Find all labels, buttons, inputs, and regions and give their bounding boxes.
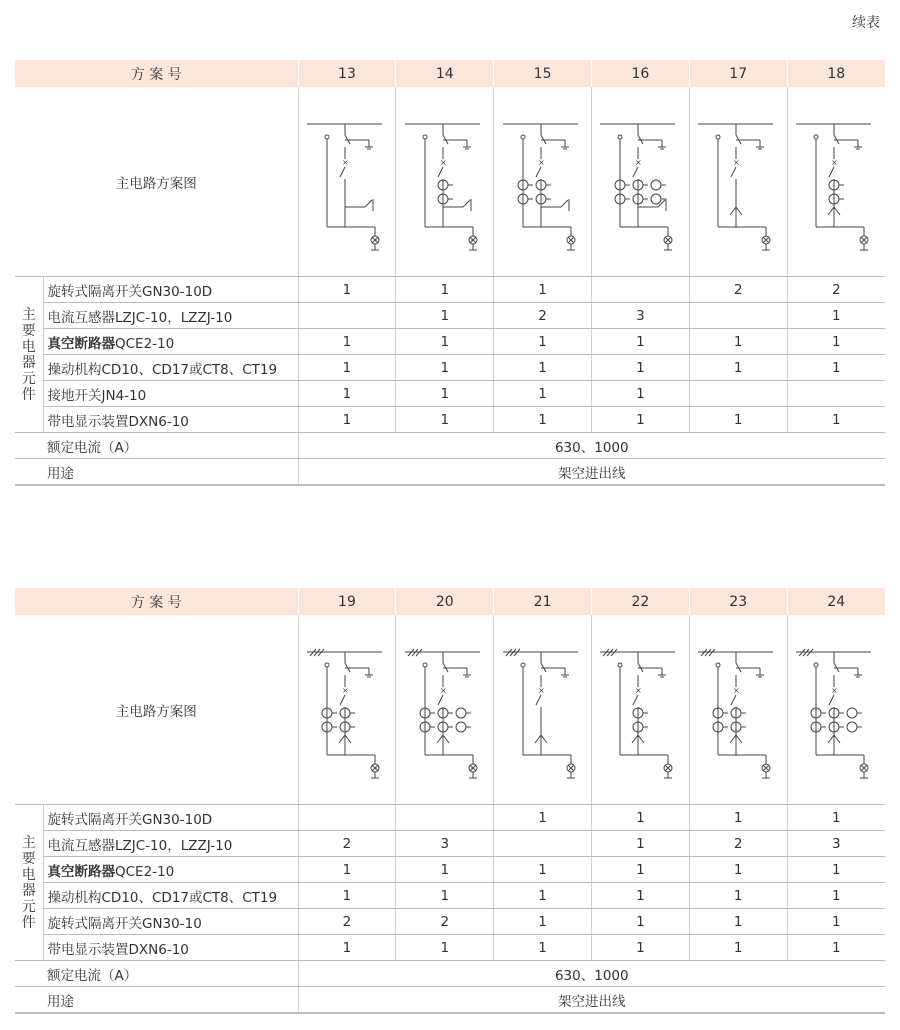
component-name: 旋转式隔离开关GN30-10D	[43, 805, 298, 831]
switch-blade	[731, 167, 736, 177]
component-quantity: 1	[787, 329, 885, 355]
component-quantity: 1	[396, 355, 494, 381]
component-quantity	[592, 277, 690, 303]
breaker-mark: ×	[439, 685, 447, 695]
switch-blade	[536, 167, 541, 177]
component-quantity: 1	[592, 407, 690, 433]
terminal-circle	[618, 663, 622, 667]
component-quantity: 2	[396, 909, 494, 935]
component-name: 电流互感器LZJC-10，LZZJ-10	[43, 303, 298, 329]
circuit-diagram-cell	[787, 615, 885, 805]
switch-blade	[834, 735, 840, 743]
component-quantity: 1	[396, 857, 494, 883]
usage-value: 架空进出线	[298, 987, 885, 1014]
component-quantity: 2	[298, 909, 396, 935]
component-quantity	[298, 805, 396, 831]
terminal-circle	[814, 135, 818, 139]
breaker-mark: ×	[537, 685, 545, 695]
circuit-diagram	[503, 107, 583, 257]
component-quantity: 1	[689, 329, 787, 355]
breaker-mark: ×	[733, 685, 740, 695]
component-quantity: 1	[787, 805, 885, 831]
switch-blade	[834, 207, 840, 215]
breaker-mark: ×	[341, 685, 349, 695]
component-quantity: 1	[396, 407, 494, 433]
component-name	[43, 857, 298, 883]
component-quantity	[689, 303, 787, 329]
circuit-diagram-cell	[689, 87, 787, 277]
component-quantity: 1	[396, 935, 494, 961]
circuit-diagram	[307, 635, 387, 785]
component-group-label	[15, 277, 43, 433]
circuit-diagram-cell	[787, 87, 885, 277]
group-label-char: 器	[21, 354, 36, 371]
group-label-char: 元	[21, 370, 36, 387]
switch-blade	[829, 167, 834, 177]
component-quantity: 1	[298, 857, 396, 883]
switch-blade	[633, 695, 638, 705]
scheme-number: 20	[396, 588, 494, 615]
component-quantity: 1	[689, 909, 787, 935]
switch-blade	[828, 735, 834, 743]
current-transformer	[456, 708, 466, 718]
switch-blade	[730, 207, 736, 215]
component-quantity: 1	[592, 329, 690, 355]
component-quantity: 1	[396, 277, 494, 303]
switch-blade	[340, 167, 345, 177]
component-quantity	[298, 303, 396, 329]
component-quantity: 1	[592, 831, 690, 857]
switch-blade	[730, 735, 736, 743]
scheme-number: 14	[396, 60, 494, 87]
component-quantity: 1	[689, 935, 787, 961]
terminal-circle	[325, 135, 329, 139]
switch-blade	[535, 735, 541, 743]
breaker-mark: ×	[831, 685, 839, 695]
breaker-mark: ×	[831, 157, 839, 167]
switch-blade	[638, 735, 644, 743]
component-name-bold: 真空断路器	[47, 863, 115, 880]
scheme-number: 24	[787, 588, 885, 615]
component-quantity: 1	[494, 883, 592, 909]
switch-blade	[339, 735, 345, 743]
switch-blade	[541, 735, 547, 743]
circuit-diagram-cell	[592, 87, 690, 277]
component-quantity: 1	[689, 407, 787, 433]
component-quantity: 2	[689, 831, 787, 857]
component-quantity: 1	[494, 857, 592, 883]
component-quantity: 1	[298, 883, 396, 909]
group-label-char: 器	[21, 882, 36, 899]
component-quantity: 1	[592, 805, 690, 831]
component-quantity: 1	[689, 805, 787, 831]
component-quantity: 1	[787, 883, 885, 909]
component-name-rest: QCE2-10	[115, 335, 175, 352]
circuit-diagram-cell	[396, 615, 494, 805]
component-quantity: 1	[298, 935, 396, 961]
component-quantity	[787, 381, 885, 407]
component-quantity: 1	[592, 883, 690, 909]
switch-blade	[633, 167, 638, 177]
earth-switch	[365, 200, 372, 207]
component-name-rest: QCE2-10	[115, 863, 175, 880]
scheme-table-2	[15, 588, 885, 1014]
component-quantity	[396, 805, 494, 831]
circuit-diagram	[796, 635, 876, 785]
switch-blade	[536, 695, 541, 705]
circuit-diagram-cell	[298, 87, 396, 277]
component-quantity	[494, 831, 592, 857]
component-quantity: 3	[787, 831, 885, 857]
group-label-char: 元	[21, 898, 36, 915]
group-label-char: 件	[21, 914, 36, 931]
circuit-diagram	[600, 107, 680, 257]
continued-label: 续表	[852, 15, 880, 31]
terminal-circle	[716, 135, 720, 139]
switch-blade	[438, 167, 443, 177]
component-quantity: 1	[494, 277, 592, 303]
group-label-char: 电	[21, 866, 36, 883]
component-quantity: 1	[592, 935, 690, 961]
scheme-number: 22	[592, 588, 690, 615]
component-quantity: 1	[787, 857, 885, 883]
circuit-diagram	[503, 635, 583, 785]
terminal-circle	[716, 663, 720, 667]
component-name: 电流互感器LZJC-10，LZZJ-10	[43, 831, 298, 857]
current-transformer	[651, 194, 661, 204]
component-name: 接地开关JN4-10	[43, 381, 298, 407]
component-quantity: 2	[494, 303, 592, 329]
component-quantity: 1	[592, 857, 690, 883]
diagram-label: 主电路方案图	[15, 615, 298, 805]
usage-value: 架空进出线	[298, 459, 885, 486]
circuit-diagram-cell	[396, 87, 494, 277]
component-quantity: 1	[494, 935, 592, 961]
earth-switch	[463, 200, 470, 207]
scheme-number: 13	[298, 60, 396, 87]
scheme-number: 19	[298, 588, 396, 615]
terminal-circle	[423, 663, 427, 667]
switch-blade	[828, 207, 834, 215]
component-quantity: 1	[494, 407, 592, 433]
terminal-circle	[521, 135, 525, 139]
rated-current-label: 额定电流（A）	[15, 961, 298, 987]
component-quantity	[689, 381, 787, 407]
rated-current-label: 额定电流（A）	[15, 433, 298, 459]
component-quantity: 1	[298, 277, 396, 303]
component-quantity: 1	[298, 407, 396, 433]
breaker-mark: ×	[733, 157, 740, 167]
component-name: 操动机构CD10、CD17或CT8、CT19	[43, 355, 298, 381]
component-quantity: 1	[396, 329, 494, 355]
component-name	[43, 329, 298, 355]
component-quantity: 2	[787, 277, 885, 303]
circuit-diagram-cell	[689, 615, 787, 805]
switch-blade	[731, 695, 736, 705]
scheme-number: 23	[689, 588, 787, 615]
component-quantity: 1	[298, 381, 396, 407]
component-quantity: 1	[298, 355, 396, 381]
circuit-diagram-cell	[494, 87, 592, 277]
switch-blade	[437, 735, 443, 743]
component-quantity: 3	[592, 303, 690, 329]
component-quantity: 1	[396, 381, 494, 407]
component-quantity: 1	[787, 935, 885, 961]
circuit-diagram-cell	[592, 615, 690, 805]
switch-blade	[345, 735, 351, 743]
breaker-mark: ×	[635, 685, 643, 695]
component-quantity: 1	[396, 883, 494, 909]
usage-label: 用途	[15, 987, 298, 1014]
component-name: 带电显示装置DXN6-10	[43, 935, 298, 961]
component-quantity: 1	[494, 805, 592, 831]
component-quantity: 1	[592, 909, 690, 935]
component-quantity: 1	[592, 381, 690, 407]
group-label-char: 件	[21, 386, 36, 403]
scheme-number-label: 方 案 号	[15, 588, 298, 615]
switch-blade	[632, 735, 638, 743]
current-transformer	[847, 708, 857, 718]
rated-current-value: 630、1000	[298, 961, 885, 987]
component-name-bold: 真空断路器	[47, 335, 115, 352]
circuit-diagram-cell	[494, 615, 592, 805]
scheme-number: 16	[592, 60, 690, 87]
breaker-mark: ×	[439, 157, 447, 167]
switch-blade	[829, 695, 834, 705]
rated-current-value: 630、1000	[298, 433, 885, 459]
current-transformer	[847, 722, 857, 732]
group-label-char: 主	[21, 306, 36, 323]
circuit-diagram	[405, 635, 485, 785]
circuit-diagram	[307, 107, 387, 257]
component-quantity: 1	[689, 355, 787, 381]
breaker-mark: ×	[537, 157, 545, 167]
circuit-diagram	[600, 635, 680, 785]
component-quantity: 2	[689, 277, 787, 303]
circuit-diagram	[698, 635, 778, 785]
component-quantity: 1	[787, 303, 885, 329]
scheme-number: 17	[689, 60, 787, 87]
component-quantity: 1	[494, 355, 592, 381]
component-name: 操动机构CD10、CD17或CT8、CT19	[43, 883, 298, 909]
usage-label: 用途	[15, 459, 298, 486]
scheme-number: 18	[787, 60, 885, 87]
breaker-mark: ×	[635, 157, 643, 167]
group-label-char: 电	[21, 338, 36, 355]
switch-blade	[438, 695, 443, 705]
component-quantity: 1	[689, 857, 787, 883]
component-quantity: 1	[396, 303, 494, 329]
component-quantity: 1	[787, 909, 885, 935]
circuit-diagram	[698, 107, 778, 257]
component-quantity: 1	[592, 355, 690, 381]
component-quantity: 1	[298, 329, 396, 355]
component-quantity: 1	[787, 355, 885, 381]
component-quantity: 2	[298, 831, 396, 857]
group-label-char: 要	[21, 322, 36, 339]
current-transformer	[651, 180, 661, 190]
switch-blade	[736, 207, 742, 215]
breaker-mark: ×	[341, 157, 349, 167]
terminal-circle	[618, 135, 622, 139]
terminal-circle	[814, 663, 818, 667]
earth-switch	[561, 200, 568, 207]
scheme-table-1	[15, 60, 885, 486]
component-group-label	[15, 805, 43, 961]
group-label-char: 要	[21, 850, 36, 867]
switch-blade	[443, 735, 449, 743]
component-quantity: 1	[494, 909, 592, 935]
group-label-char: 主	[21, 834, 36, 851]
circuit-diagram	[796, 107, 876, 257]
switch-blade	[340, 695, 345, 705]
component-quantity: 1	[787, 407, 885, 433]
switch-blade	[736, 735, 742, 743]
component-name: 带电显示装置DXN6-10	[43, 407, 298, 433]
terminal-circle	[521, 663, 525, 667]
component-quantity: 1	[689, 883, 787, 909]
current-transformer	[456, 722, 466, 732]
circuit-diagram	[405, 107, 485, 257]
scheme-number: 21	[494, 588, 592, 615]
component-quantity: 3	[396, 831, 494, 857]
terminal-circle	[423, 135, 427, 139]
component-quantity: 1	[494, 381, 592, 407]
scheme-number-label: 方 案 号	[15, 60, 298, 87]
scheme-number: 15	[494, 60, 592, 87]
circuit-diagram-cell	[298, 615, 396, 805]
component-name: 旋转式隔离开关GN30-10D	[43, 277, 298, 303]
diagram-label: 主电路方案图	[15, 87, 298, 277]
terminal-circle	[325, 663, 329, 667]
component-quantity: 1	[494, 329, 592, 355]
component-name: 旋转式隔离开关GN30-10	[43, 909, 298, 935]
